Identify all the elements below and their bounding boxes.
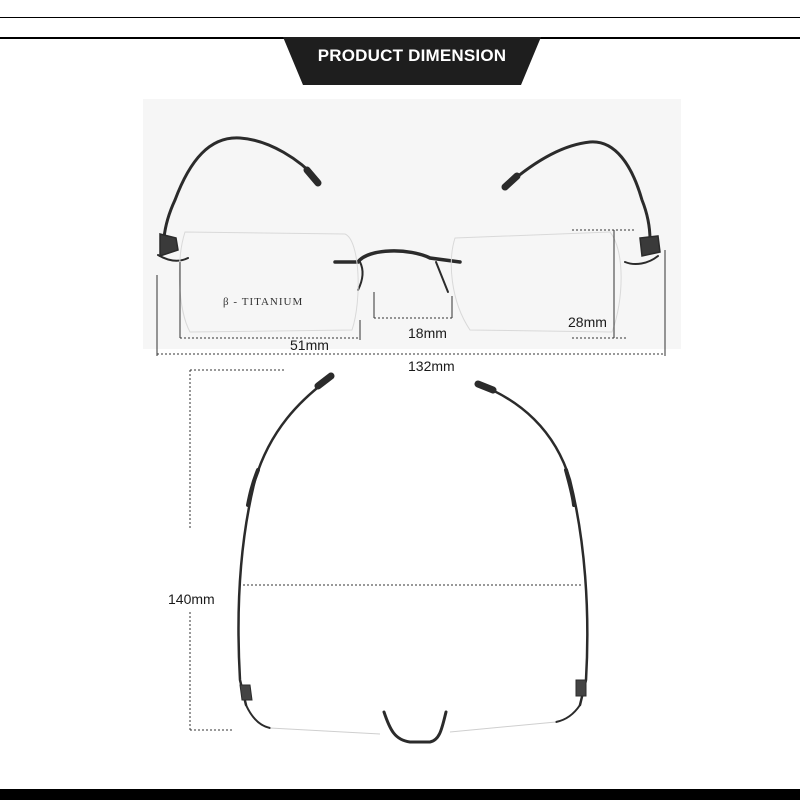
- top-dimension-lines: [190, 370, 582, 730]
- left-hinge: [160, 234, 178, 256]
- lens-height-label: 28mm: [568, 314, 607, 330]
- front-view-glasses: [158, 138, 660, 292]
- lens-outlines: [179, 232, 621, 332]
- right-temple-front: [505, 142, 650, 240]
- total-width-label: 132mm: [408, 358, 455, 374]
- brand-text: β - TITANIUM: [223, 296, 304, 308]
- temple-length-label: 140mm: [168, 591, 215, 607]
- right-temple-top: [478, 384, 587, 705]
- bridge: [335, 251, 460, 262]
- page-title: PRODUCT DIMENSION: [317, 46, 507, 65]
- lens-width-label: 51mm: [290, 337, 329, 353]
- bridge-width-label: 18mm: [408, 325, 447, 341]
- right-nose-pad-arm: [436, 262, 448, 292]
- left-temple-tip: [307, 170, 318, 183]
- bottom-bar: [0, 789, 800, 800]
- bridge-top: [384, 712, 446, 742]
- left-temple-top-sleeve: [248, 470, 258, 505]
- top-view-glasses: [239, 376, 588, 742]
- left-temple-top-tip: [318, 376, 331, 386]
- right-temple-top-tip: [478, 384, 493, 390]
- right-hinge-top: [576, 680, 586, 696]
- left-temple-top: [239, 378, 330, 705]
- right-temple-tip: [505, 176, 517, 187]
- right-lens-edge-top: [556, 705, 580, 722]
- right-endpiece: [625, 256, 658, 264]
- left-lens-edge-top: [246, 705, 270, 728]
- left-temple-front: [164, 138, 318, 238]
- left-hinge-top: [240, 685, 252, 700]
- left-lens-outline: [179, 232, 358, 332]
- right-hinge: [640, 236, 660, 256]
- top-view-lenses: [270, 722, 556, 734]
